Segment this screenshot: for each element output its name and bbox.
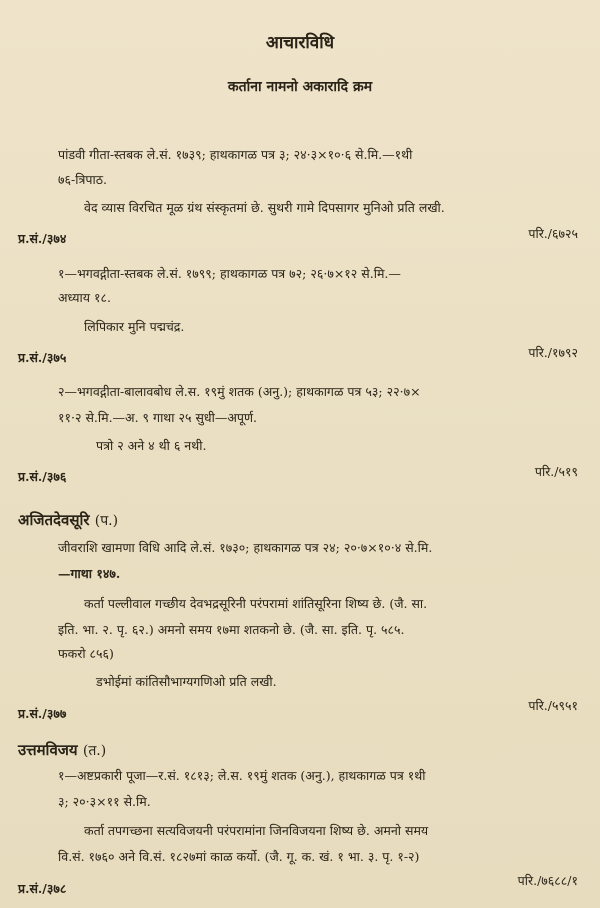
author-heading xyxy=(18,740,106,760)
entry-text-line: पांडवी गीता-स्तबक ले.सं. १७३९; हाथकागळ पत्र ३; २४·३×१०·६ से.मि.—१थी xyxy=(58,147,413,162)
pari-reference: परि./५९५१ xyxy=(528,698,578,713)
entry-note-line: वि.सं. १७६० अने वि.सं. १८२७मां काळ कर्यो. (जै. गू. क. खं. १ भा. ३. पृ. १-२) xyxy=(58,849,420,864)
pari-reference: परि./६७२५ xyxy=(528,226,578,241)
author-gachchha: (त.) xyxy=(82,743,107,759)
entry-text-line: अध्याय १८. xyxy=(58,290,111,305)
entry-note-line: कर्ता तपगच्छना सत्यविजयनी परंपरामांना जिनविजयना शिष्य छे. अमनो समय xyxy=(84,823,429,838)
entry-note-line: लिपिकार मुनि पद्मचंद्र. xyxy=(84,319,185,334)
entry-note-line: कर्ता पल्लीवाल गच्छीय देवभद्रसूरिनी परंपरामां शांतिसूरिना शिष्य छे. (जै. सा. xyxy=(84,596,428,611)
entry-text-line: १—भगवद्गीता-स्तबक ले.सं. १७९९; हाथकागळ पत्र ७२; २६·७×१२ से.मि.— xyxy=(58,266,401,281)
pari-reference: परि./७६८८/१ xyxy=(517,873,578,888)
author-name: उत्तमविजय xyxy=(18,741,78,759)
entry-note-line: डभोईमां कांतिसौभाग्यगणिओ प्रति लखी. xyxy=(96,674,277,689)
entry-text-line: ७६-त्रिपाठ. xyxy=(58,172,107,187)
entry-text-line: —गाथा १४७. xyxy=(58,566,121,581)
entry-text-line: जीवराशि खामणा विधि आदि ले.सं. १७३०; हाथकागळ पत्र २४; २०·७×१०·४ से.मि. xyxy=(58,540,433,555)
page-subtitle: कर्ताना नामनो अकारादि क्रम xyxy=(227,79,373,95)
pari-reference: परि./५१९ xyxy=(534,464,578,479)
entry-text-line: १—अष्टप्रकारी पूजा—र.सं. १८१३; ले.स. १९मुं शतक (अनु.), हाथकागळ पत्र १थी xyxy=(58,768,426,783)
pra-sam-reference: प्र.सं./३७४ xyxy=(18,231,67,246)
entry-note-line: इति. भा. २. पृ. ६२.) अमनो समय १७मा शतकनो छे. (जै. सा. इति. पृ. ५८५. xyxy=(58,622,405,637)
entry-note-line: वेद व्यास विरचित मूळ ग्रंथ संस्कृतमां छे. सुथरी गामे दिपसागर मुनिओ प्रति लखी. xyxy=(84,200,445,215)
author-heading xyxy=(18,510,118,530)
pra-sam-reference: प्र.सं./३७६ xyxy=(18,469,67,484)
pra-sam-reference: प्र.सं./३७७ xyxy=(18,706,67,721)
entry-note-line: पत्रो २ अने ४ थी ६ नथी. xyxy=(96,438,207,453)
author-name: अजितदेवसूरि xyxy=(18,511,90,529)
pra-sam-reference: प्र.सं./३७५ xyxy=(18,350,67,365)
page-title: आचारविधि xyxy=(265,33,335,53)
pra-sam-reference: प्र.सं./३७८ xyxy=(18,881,67,896)
entry-text-line: २—भगवद्गीता-बालावबोध ले.स. १९मुं शतक (अनु.); हाथकागळ पत्र ५३; २२·७× xyxy=(58,384,421,399)
entry-text-line: ३; २०·३×११ से.मि. xyxy=(58,794,151,809)
entry-text-line: ११·२ से.मि.—अ. ९ गाथा २५ सुधी—अपूर्ण. xyxy=(58,410,258,425)
pari-reference: परि./१७९२ xyxy=(528,345,578,360)
author-gachchha: (प.) xyxy=(94,513,119,529)
entry-note-line: फकरो ८५६) xyxy=(58,646,114,661)
